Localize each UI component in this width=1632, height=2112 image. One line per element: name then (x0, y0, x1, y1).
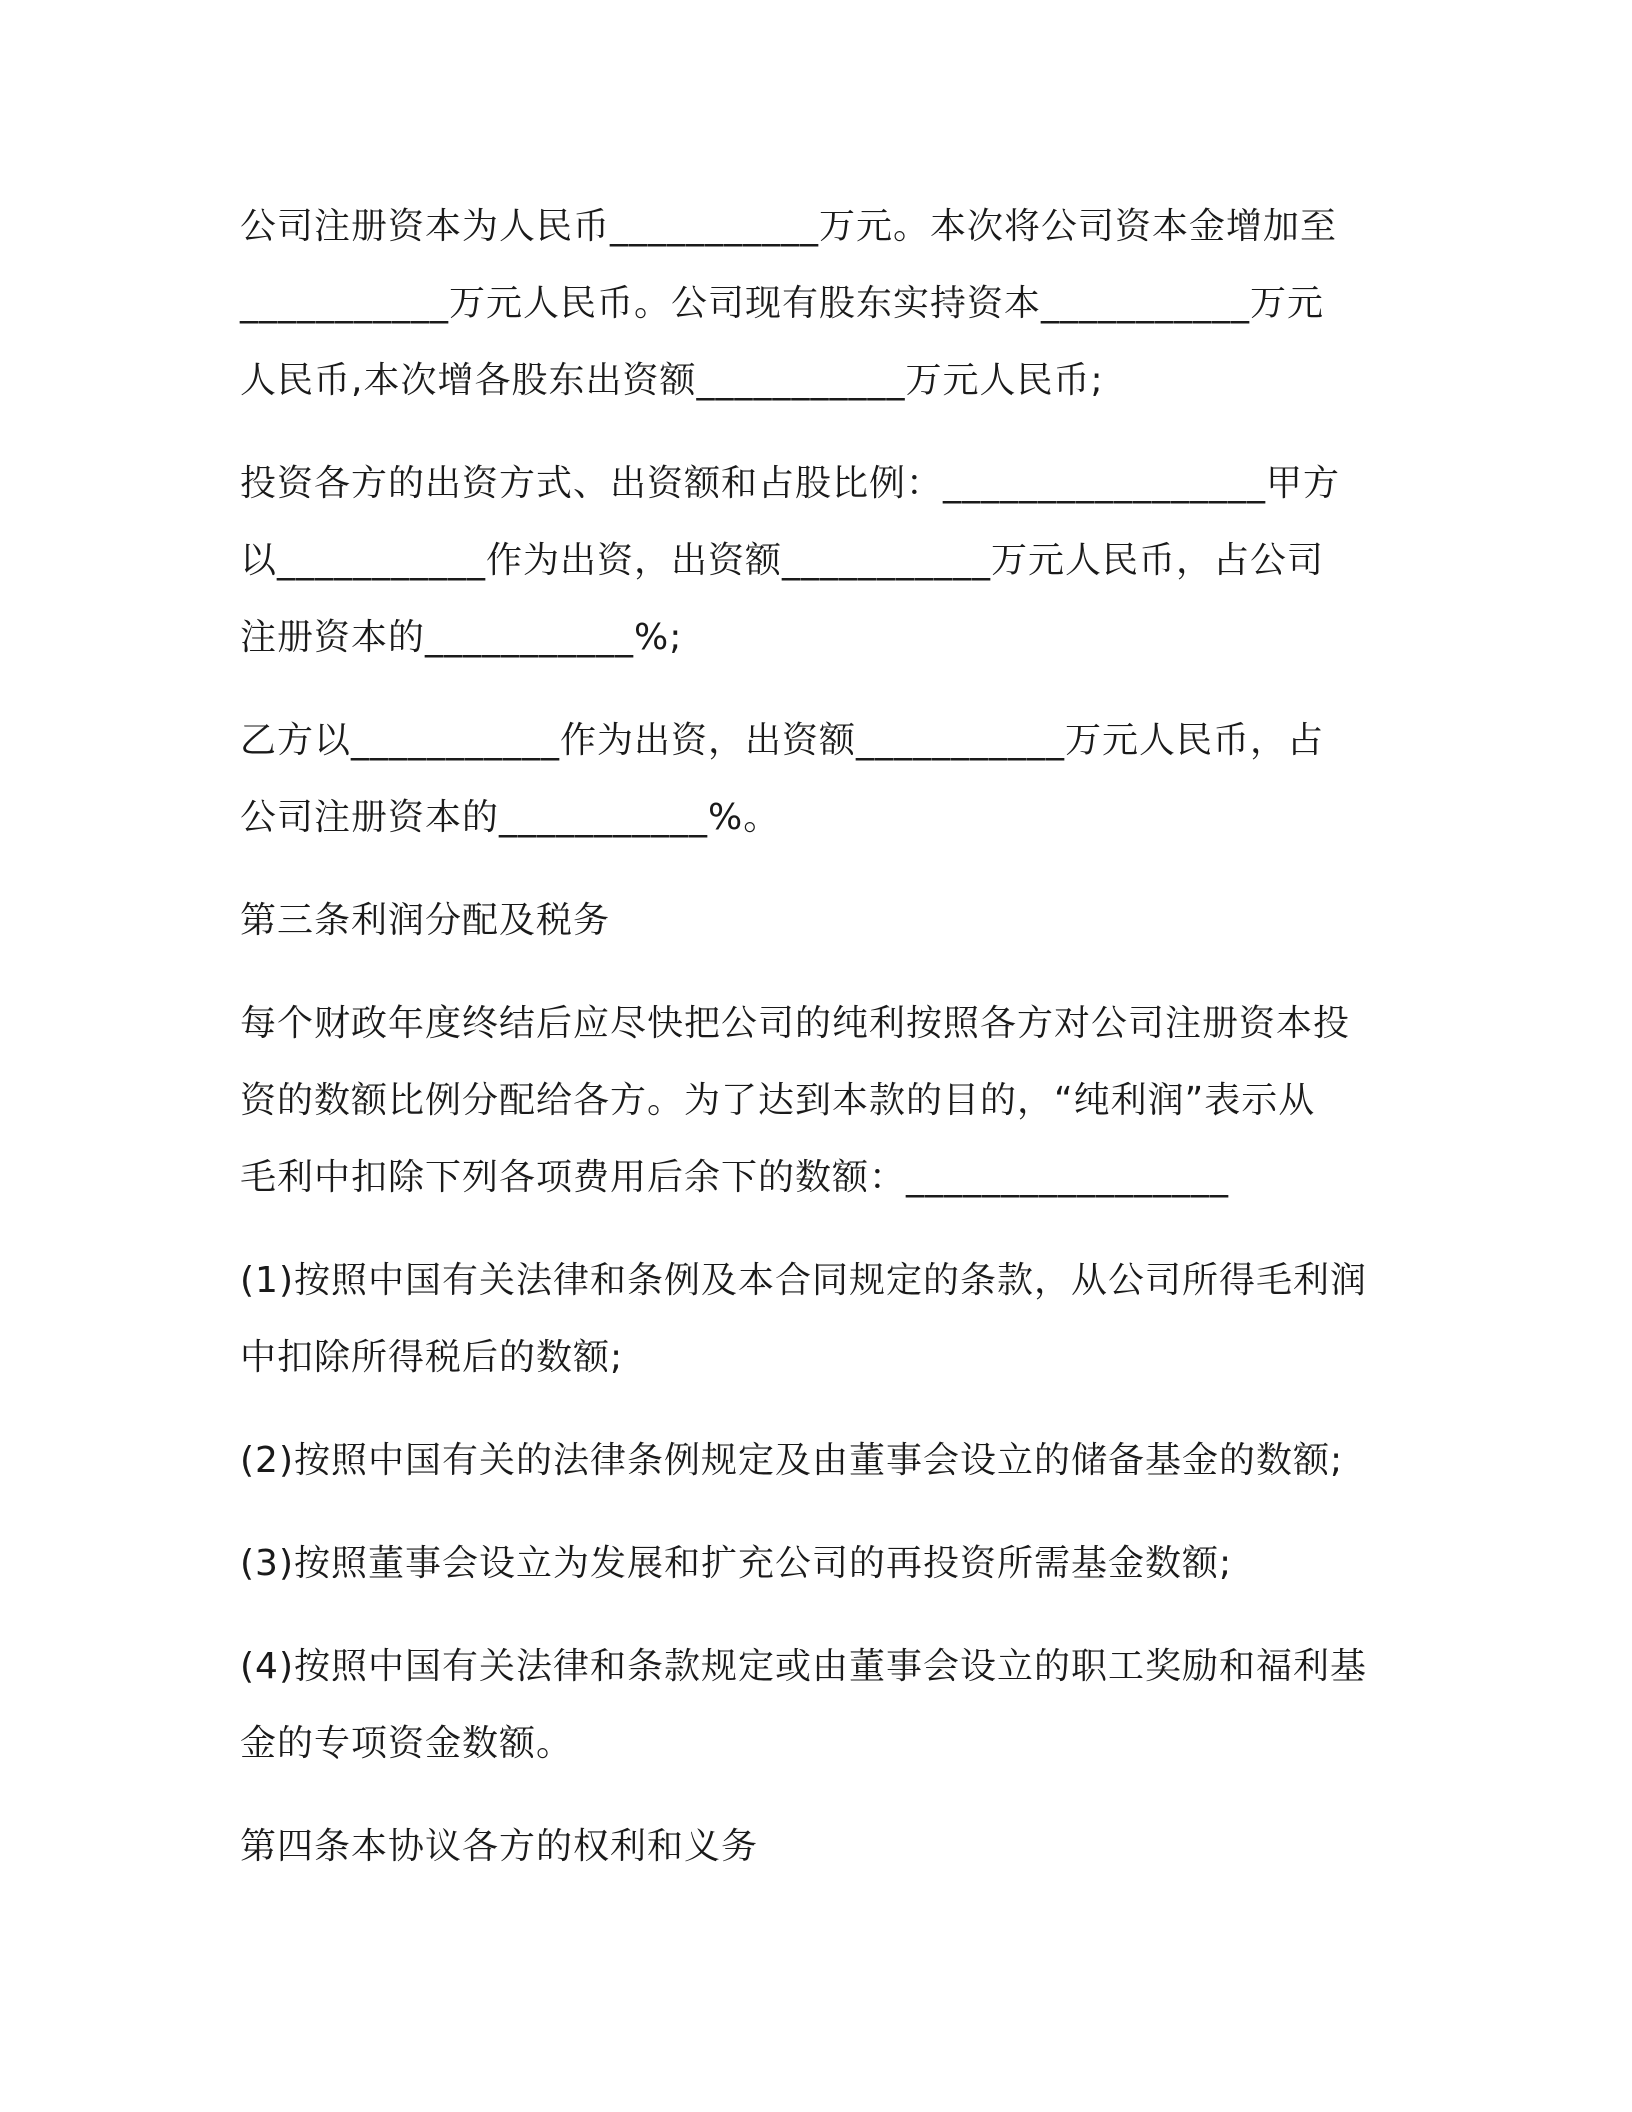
list-item-1 (240, 1242, 1390, 1396)
text-line: 中扣除所得税后的数额; (240, 1337, 624, 1378)
list-item-3 (240, 1525, 1390, 1602)
text-line: (3)按照董事会设立为发展和扩充公司的再投资所需基金数额; (240, 1543, 1233, 1584)
text-line: 每个财政年度终结后应尽快把公司的纯利按照各方对公司注册资本投 (240, 1003, 1351, 1044)
text-line: 公司注册资本为人民币___________万元。本次将公司资本金增加至 (240, 206, 1338, 247)
paragraph-contribution-b (240, 702, 1390, 856)
heading-text: 第四条本协议各方的权利和义务 (240, 1826, 759, 1867)
text-line: 毛利中扣除下列各项费用后余下的数额：_________________ (240, 1157, 1230, 1198)
text-line: 以___________作为出资，出资额___________万元人民币，占公司 (240, 540, 1325, 581)
text-line: 人民币,本次增各股东出资额___________万元人民币; (240, 360, 1104, 401)
text-line: ___________万元人民币。公司现有股东实持资本___________万元 (240, 283, 1325, 324)
section-heading-article-4 (240, 1808, 1390, 1885)
section-heading-article-3 (240, 882, 1390, 959)
heading-text: 第三条利润分配及税务 (240, 900, 611, 941)
text-line: (4)按照中国有关法律和条款规定或由董事会设立的职工奖励和福利基 (240, 1646, 1367, 1687)
document-page (240, 188, 1390, 1911)
text-line: 投资各方的出资方式、出资额和占股比例：_________________甲方 (240, 463, 1341, 504)
paragraph-profit-distribution (240, 985, 1390, 1216)
list-item-2 (240, 1422, 1390, 1499)
text-line: 乙方以___________作为出资，出资额___________万元人民币，占 (240, 720, 1325, 761)
paragraph-contribution-a (240, 445, 1390, 676)
text-line: 公司注册资本的___________%。 (240, 797, 781, 838)
text-line: 资的数额比例分配给各方。为了达到本款的目的，“纯利润”表示从 (240, 1080, 1316, 1121)
list-item-4 (240, 1628, 1390, 1782)
text-line: 金的专项资金数额。 (240, 1723, 574, 1764)
text-line: (1)按照中国有关法律和条例及本合同规定的条款，从公司所得毛利润 (240, 1260, 1367, 1301)
text-line: 注册资本的___________%; (240, 617, 683, 658)
text-line: (2)按照中国有关的法律条例规定及由董事会设立的储备基金的数额; (240, 1440, 1344, 1481)
paragraph-capital (240, 188, 1390, 419)
